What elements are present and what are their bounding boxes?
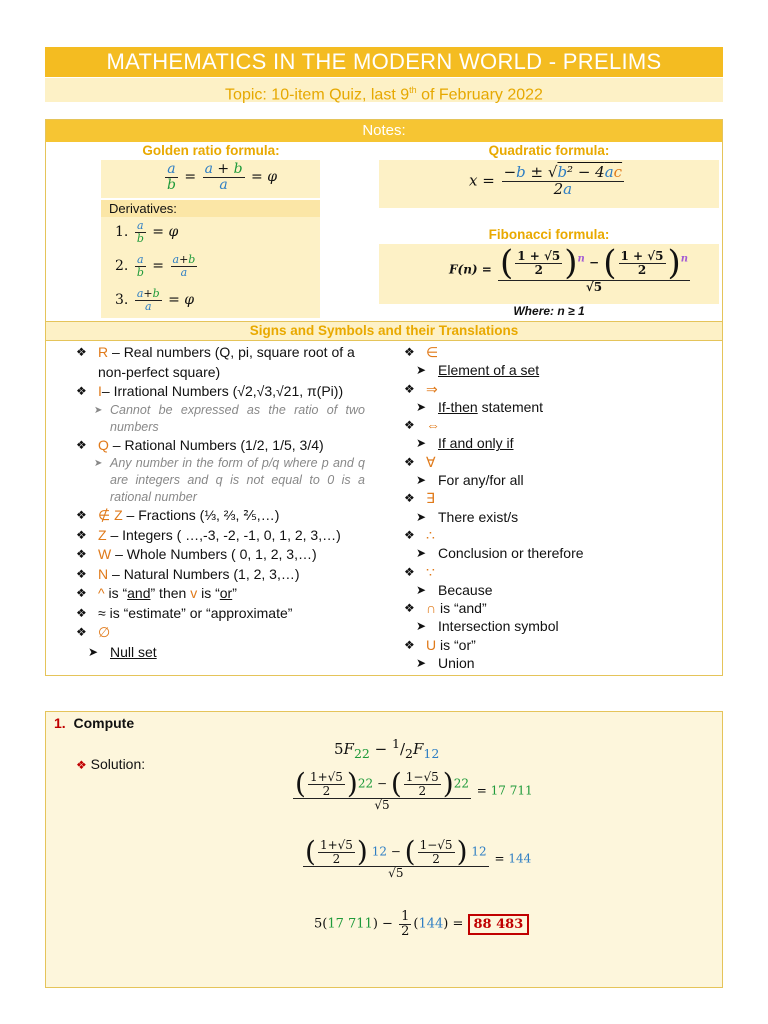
list-item: ❖ Z – Integers ( …,-3, -2, -1, 0, 1, 2, 3,…) <box>76 526 341 543</box>
question-expression: $5F_{22} - ^1/_2F_{12}$ <box>334 736 440 761</box>
derivative-2: 2. $\frac{a}{b}$ = $\frac{a+b}{a}$ <box>115 253 196 279</box>
derivatives-label: Derivatives: <box>101 200 320 217</box>
list-subitem: ➤ Cannot be expressed as the ratio of two numbers <box>94 402 365 434</box>
golden-ratio-formula: $\frac{a}{b}$ = $\frac{a + b}{a}$ = φ <box>101 160 320 198</box>
solution-step-1: ( $\frac{1+√5}{2}$ )22 − ( $\frac{1-√5}{2}$ )22 √5 = 17 711 <box>295 767 533 812</box>
list-subitem: ➤ Union <box>416 655 475 672</box>
topic-line: Topic: 10-item Quiz, last 9th of February 2022 <box>45 78 723 102</box>
solution-final: 5(17 711) − $\frac{1}{2}$ (144) = 88 483 <box>314 910 529 938</box>
signs-symbols-heading: Signs and Symbols and their Translations <box>46 321 722 341</box>
list-item: ❖ ∉ Z – Fractions (⅓, ⅔, ⅖,…) <box>76 507 280 523</box>
list-subitem: ➤ For any/for all <box>416 472 524 489</box>
question-heading: 1. Compute <box>54 715 135 731</box>
notes-box <box>45 119 723 676</box>
list-subitem: ➤ Intersection symbol <box>416 618 559 635</box>
list-item: ❖ ∅ <box>76 624 111 640</box>
question-box <box>45 711 723 988</box>
list-item: ❖ ∃ <box>404 490 435 507</box>
list-subitem: ➤ If and only if <box>416 435 514 452</box>
quadratic-formula: x = $\frac{\text{−b ± √b² − 4ac}}{2a}$ <box>379 160 719 208</box>
list-item: ❖ ≈ is “estimate” or “approximate” <box>76 604 293 621</box>
list-item: ❖ U is “or” <box>404 636 476 653</box>
list-item: ❖ ∈ <box>404 344 439 360</box>
notes-heading: Notes: <box>46 120 722 142</box>
list-subitem: ➤ Conclusion or therefore <box>416 545 584 562</box>
list-item: ❖ ∴ <box>404 526 435 543</box>
list-subitem: ➤ There exist/s <box>416 508 519 525</box>
list-item: ❖ ⇔ <box>404 417 440 434</box>
list-item: ❖ W – Whole Numbers ( 0, 1, 2, 3,…) <box>76 546 317 562</box>
list-item: ❖ R – Real numbers (Q, pi, square root of a non-perfect square) <box>76 344 355 380</box>
page-title: MATHEMATICS IN THE MODERN WORLD - PRELIMS <box>45 47 723 77</box>
list-subitem: ➤ Because <box>416 581 493 598</box>
golden-ratio-title: Golden ratio formula: <box>142 143 280 158</box>
list-item: ❖ N – Natural Numbers (1, 2, 3,…) <box>76 565 300 582</box>
solution-label: ❖ Solution: <box>76 756 146 772</box>
derivatives-panel <box>101 200 320 318</box>
list-item: ❖ ∀ <box>404 453 436 470</box>
quadratic-title: Quadratic formula: <box>488 143 610 158</box>
list-item: ❖ Q – Rational Numbers (1/2, 1/5, 3/4) <box>76 436 324 453</box>
final-answer: 88 483 <box>468 914 530 935</box>
list-item: ❖ I– Irrational Numbers (√2,√3,√21, π(Pi)) <box>76 383 344 399</box>
list-subitem: ➤ Any number in the form of p/q where p and q are integers and q is not equal to 0 is a rational number <box>94 456 365 504</box>
solution-step-2: ( $\frac{1+√5}{2}$ ) 12 − ( $\frac{1-√5}{2}$ ) 12 √5 = 144 <box>305 835 532 880</box>
symbols-left-column <box>66 343 371 662</box>
derivative-3: 3. $\frac{a+b}{a}$ = φ <box>115 287 195 313</box>
fibonacci-title: Fibonacci formula: <box>488 227 610 242</box>
list-subitem: ➤ Element of a set <box>416 362 540 379</box>
list-subitem: ➤ Null set <box>88 643 157 660</box>
list-item: ❖ ∩ is “and” <box>404 600 487 617</box>
fibonacci-condition: Where: n ≥ 1 <box>513 304 585 318</box>
list-item: ❖ ∵ <box>404 563 435 580</box>
fibonacci-formula: F(n) = ( $\frac{1 + √5}{2}$ )$^n$ − ( $\frac{1 + √5}{2}$ )$^n$ √5 <box>379 244 719 304</box>
list-item: ❖ ^ is “and” then v is “or” <box>76 585 237 601</box>
symbols-right-column <box>394 343 719 672</box>
list-item: ❖ ⇒ <box>404 380 438 397</box>
derivative-1: 1. $\frac{a}{b}$ = φ <box>115 219 179 245</box>
list-subitem: ➤ If-then statement <box>416 398 544 415</box>
